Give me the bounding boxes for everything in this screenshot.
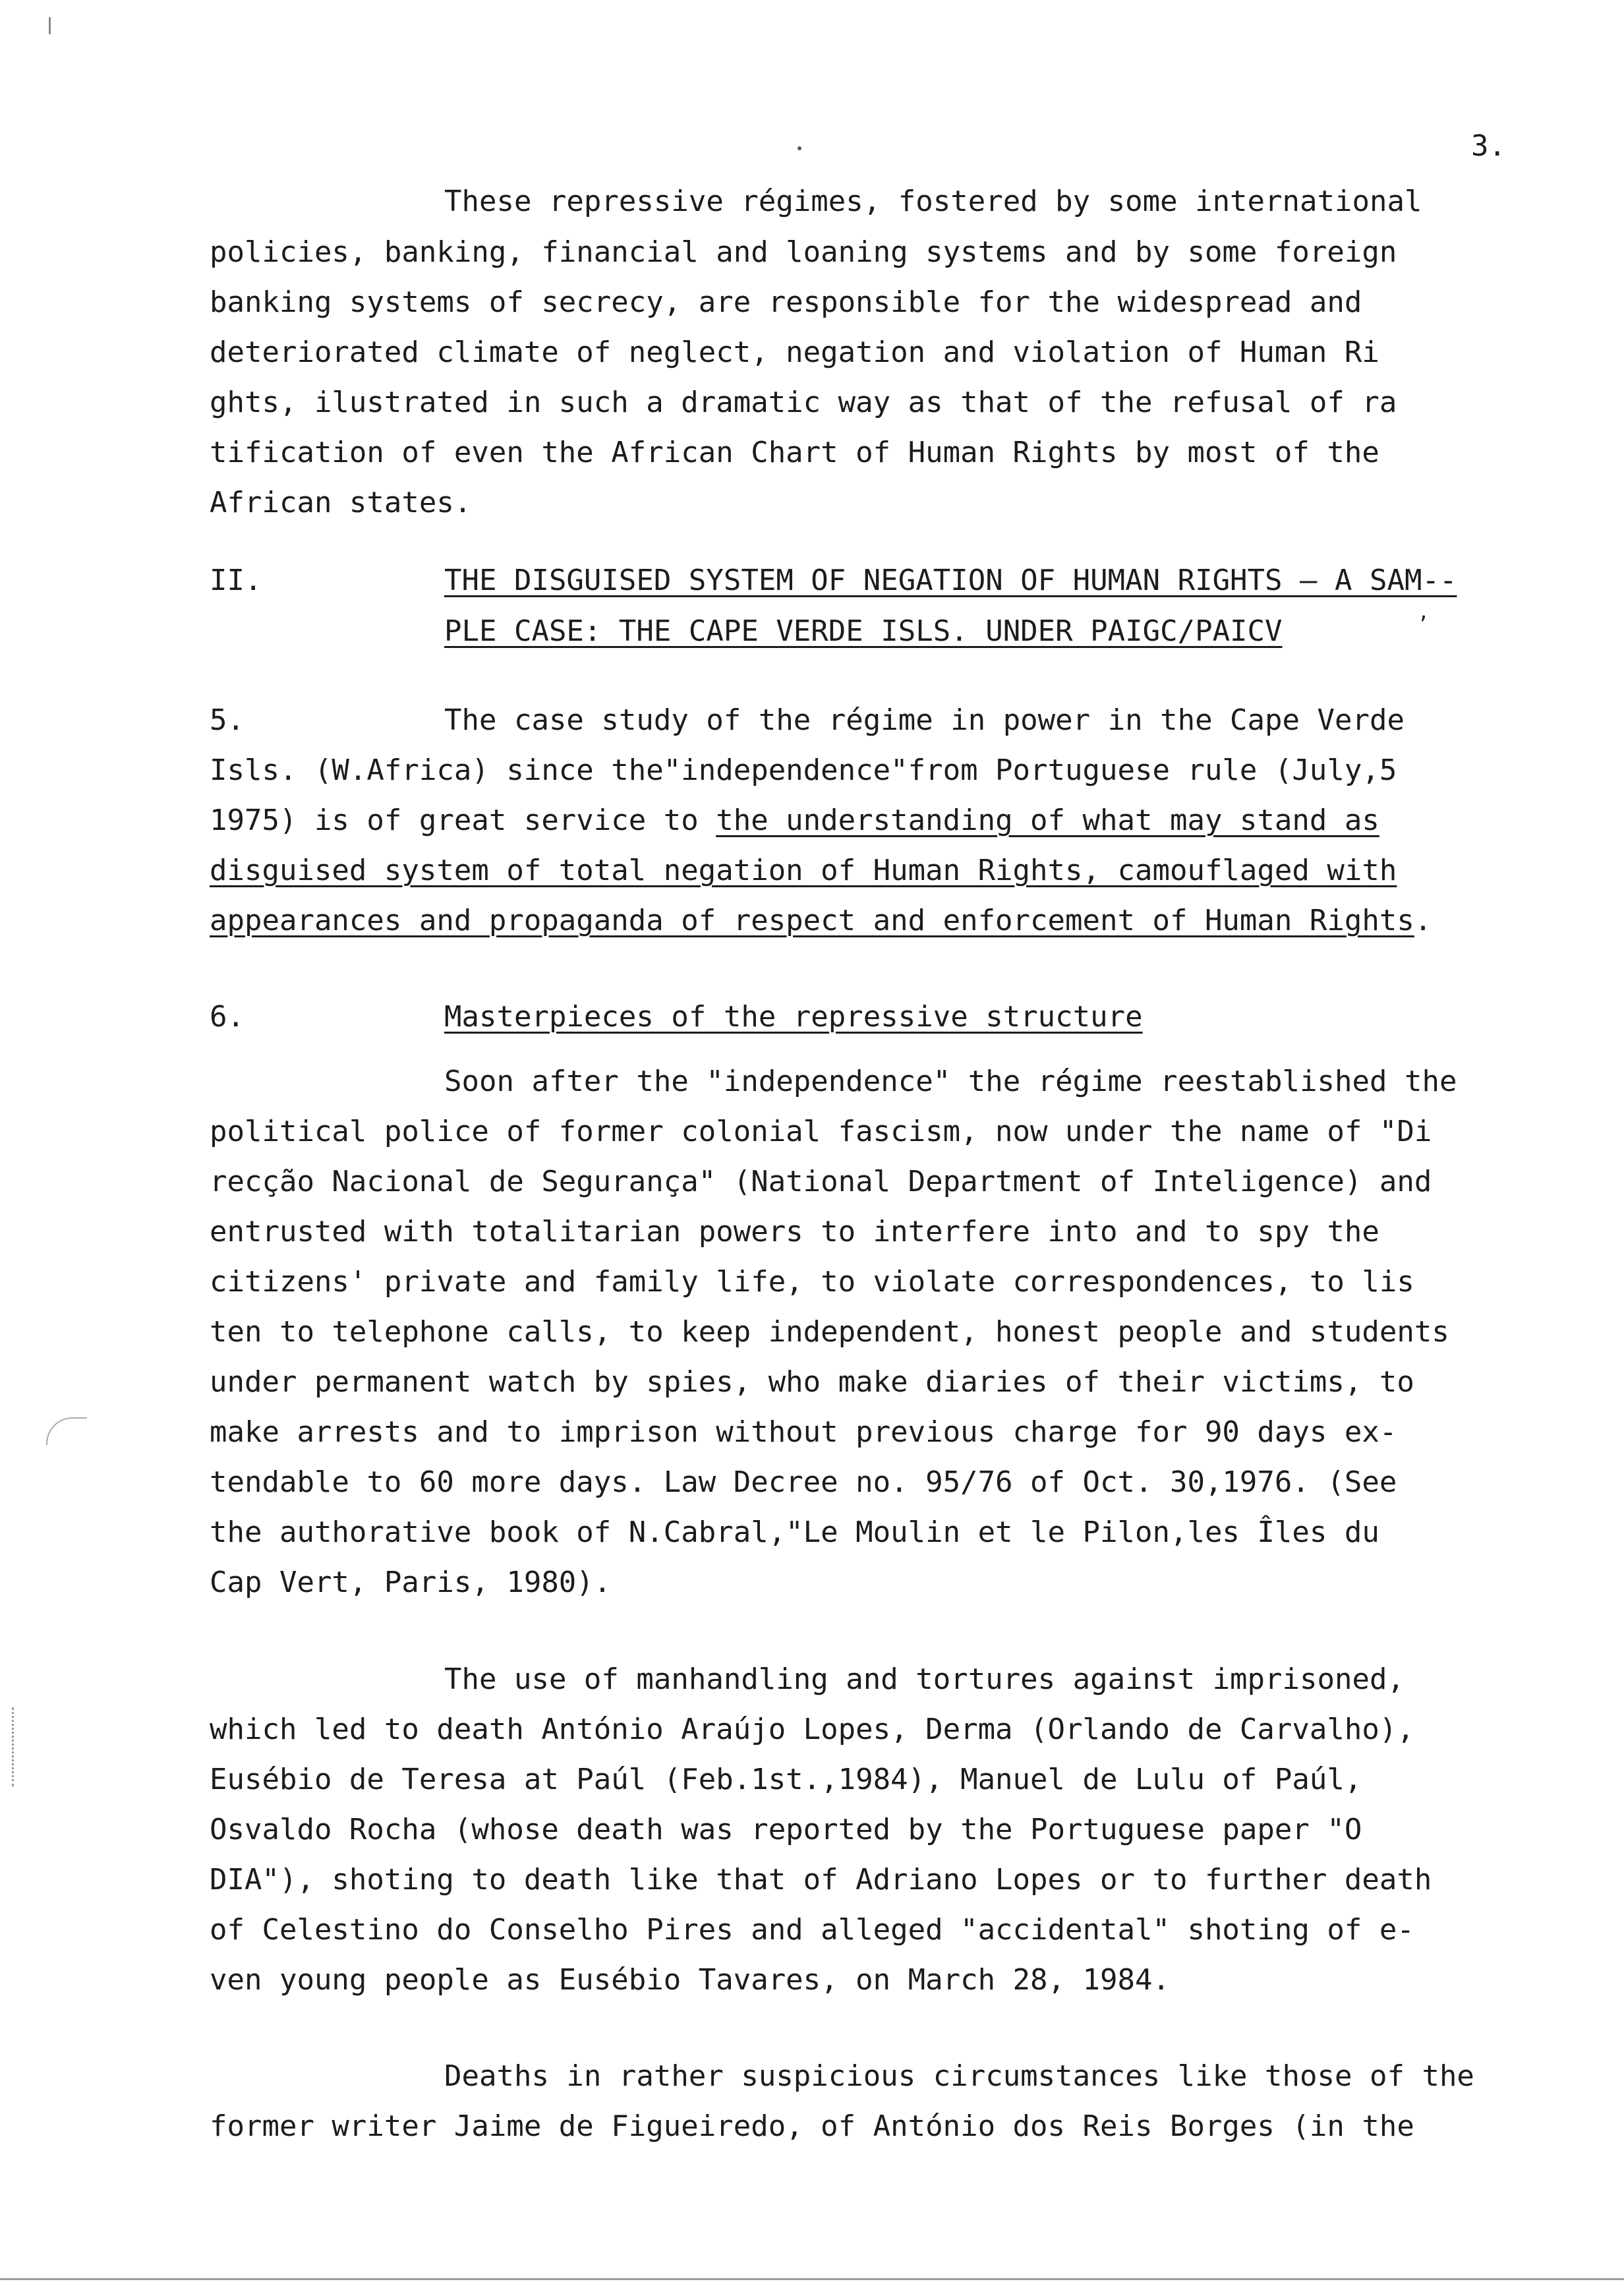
para7-line-4: Osvaldo Rocha (whose death was reported by the Portuguese paper "O [210,1813,1362,1846]
para8-line-2: former writer Jaime de Figueiredo, of António dos Reis Borges (in the [210,2109,1414,2143]
margin-mark-curve [46,1417,87,1445]
para6-line-11: Cap Vert, Paris, 1980). [210,1566,612,1599]
intro-line-3: banking systems of secrecy, are responsible for the widespread and [210,285,1362,319]
para6-line-1: Soon after the "independence" the régime reestablished the [444,1065,1457,1098]
para7-line-1: The use of manhandling and tortures against imprisoned, [444,1662,1405,1696]
para7-line-3: Eusébio de Teresa at Paúl (Feb.1st.,1984), Manuel de Lulu of Paúl, [210,1763,1362,1796]
para5-line-4-underlined: disguised system of total negation of Human Rights, camouflaged with [210,854,1397,887]
intro-line-1: These repressive régimes, fostered by some international [444,185,1422,218]
para5-line-2: Isls. (W.Africa) since the"independence"from Portuguese rule (July,5 [210,753,1397,787]
para6-line-5: citizens' private and family life, to violate correspondences, to lis [210,1265,1414,1299]
para5-line-3-underlined: the understanding of what may stand as [716,804,1379,837]
margin-dots [12,1707,16,1786]
intro-line-7: African states. [210,486,472,519]
para5-number: 5. [210,703,245,737]
para5-line-4 [210,846,1607,896]
para6-line-6: ten to telephone calls, to keep independent, honest people and students [210,1315,1449,1349]
para8-line-1: Deaths in rather suspicious circumstances like those of the [444,2059,1474,2093]
intro-line-2: policies, banking, financial and loaning systems and by some foreign [210,235,1397,269]
para5-line-5-underlined: appearances and propaganda of respect and enforcement of Human Rights [210,904,1414,937]
para5-line-1: The case study of the régime in power in the Cape Verde [444,703,1405,737]
para6-heading-line [210,992,1624,1042]
section-number: II. [210,564,262,597]
para5-line-3-plain: 1975) is of great service to [210,804,716,837]
page-number: 3. [1471,129,1506,163]
para5-line-5 [210,896,1607,946]
intro-line-5: ghts, ilustrated in such a dramatic way as that of the refusal of ra [210,386,1397,419]
margin-mark [49,17,51,34]
section-heading-line-2: PLE CASE: THE CAPE VERDE ISLS. UNDER PAIGC/PAICV [444,614,1283,648]
para5-line-3 [210,796,1607,846]
intro-line-4: deteriorated climate of neglect, negation and violation of Human Ri [210,336,1379,369]
section-heading-line-1: THE DISGUISED SYSTEM OF NEGATION OF HUMAN RIGHTS — A SAM-- [444,564,1457,597]
stray-dot [798,146,801,150]
tick-mark: ʼ [1417,613,1430,636]
para5-line-5-end: . [1414,904,1432,937]
para6-heading: Masterpieces of the repressive structure [444,1000,1143,1034]
para7-line-5: DIA"), shoting to death like that of Adriano Lopes or to further death [210,1863,1432,1897]
para6-line-9: tendable to 60 more days. Law Decree no. 95/76 of Oct. 30,1976. (See [210,1465,1397,1499]
para6-number: 6. [210,1000,245,1034]
scan-bottom-edge [0,2278,1624,2280]
para7-line-7: ven young people as Eusébio Tavares, on March 28, 1984. [210,1963,1170,1997]
para6-line-3: recção Nacional de Segurança" (National Department of Inteligence) and [210,1165,1432,1198]
intro-line-6: tification of even the African Chart of Human Rights by most of the [210,436,1379,469]
para7-line-6: of Celestino do Conselho Pires and alleged "accidental" shoting of e- [210,1913,1414,1947]
para6-line-10: the authorative book of N.Cabral,"Le Moulin et le Pilon,les Îles du [210,1515,1379,1549]
para6-line-7: under permanent watch by spies, who make diaries of their victims, to [210,1365,1414,1399]
para6-line-4: entrusted with totalitarian powers to interfere into and to spy the [210,1215,1379,1249]
para6-line-8: make arrests and to imprison without previous charge for 90 days ex- [210,1415,1397,1449]
para6-line-2: political police of former colonial fascism, now under the name of "Di [210,1115,1432,1148]
para7-line-2: which led to death António Araújo Lopes, Derma (Orlando de Carvalho), [210,1713,1414,1746]
